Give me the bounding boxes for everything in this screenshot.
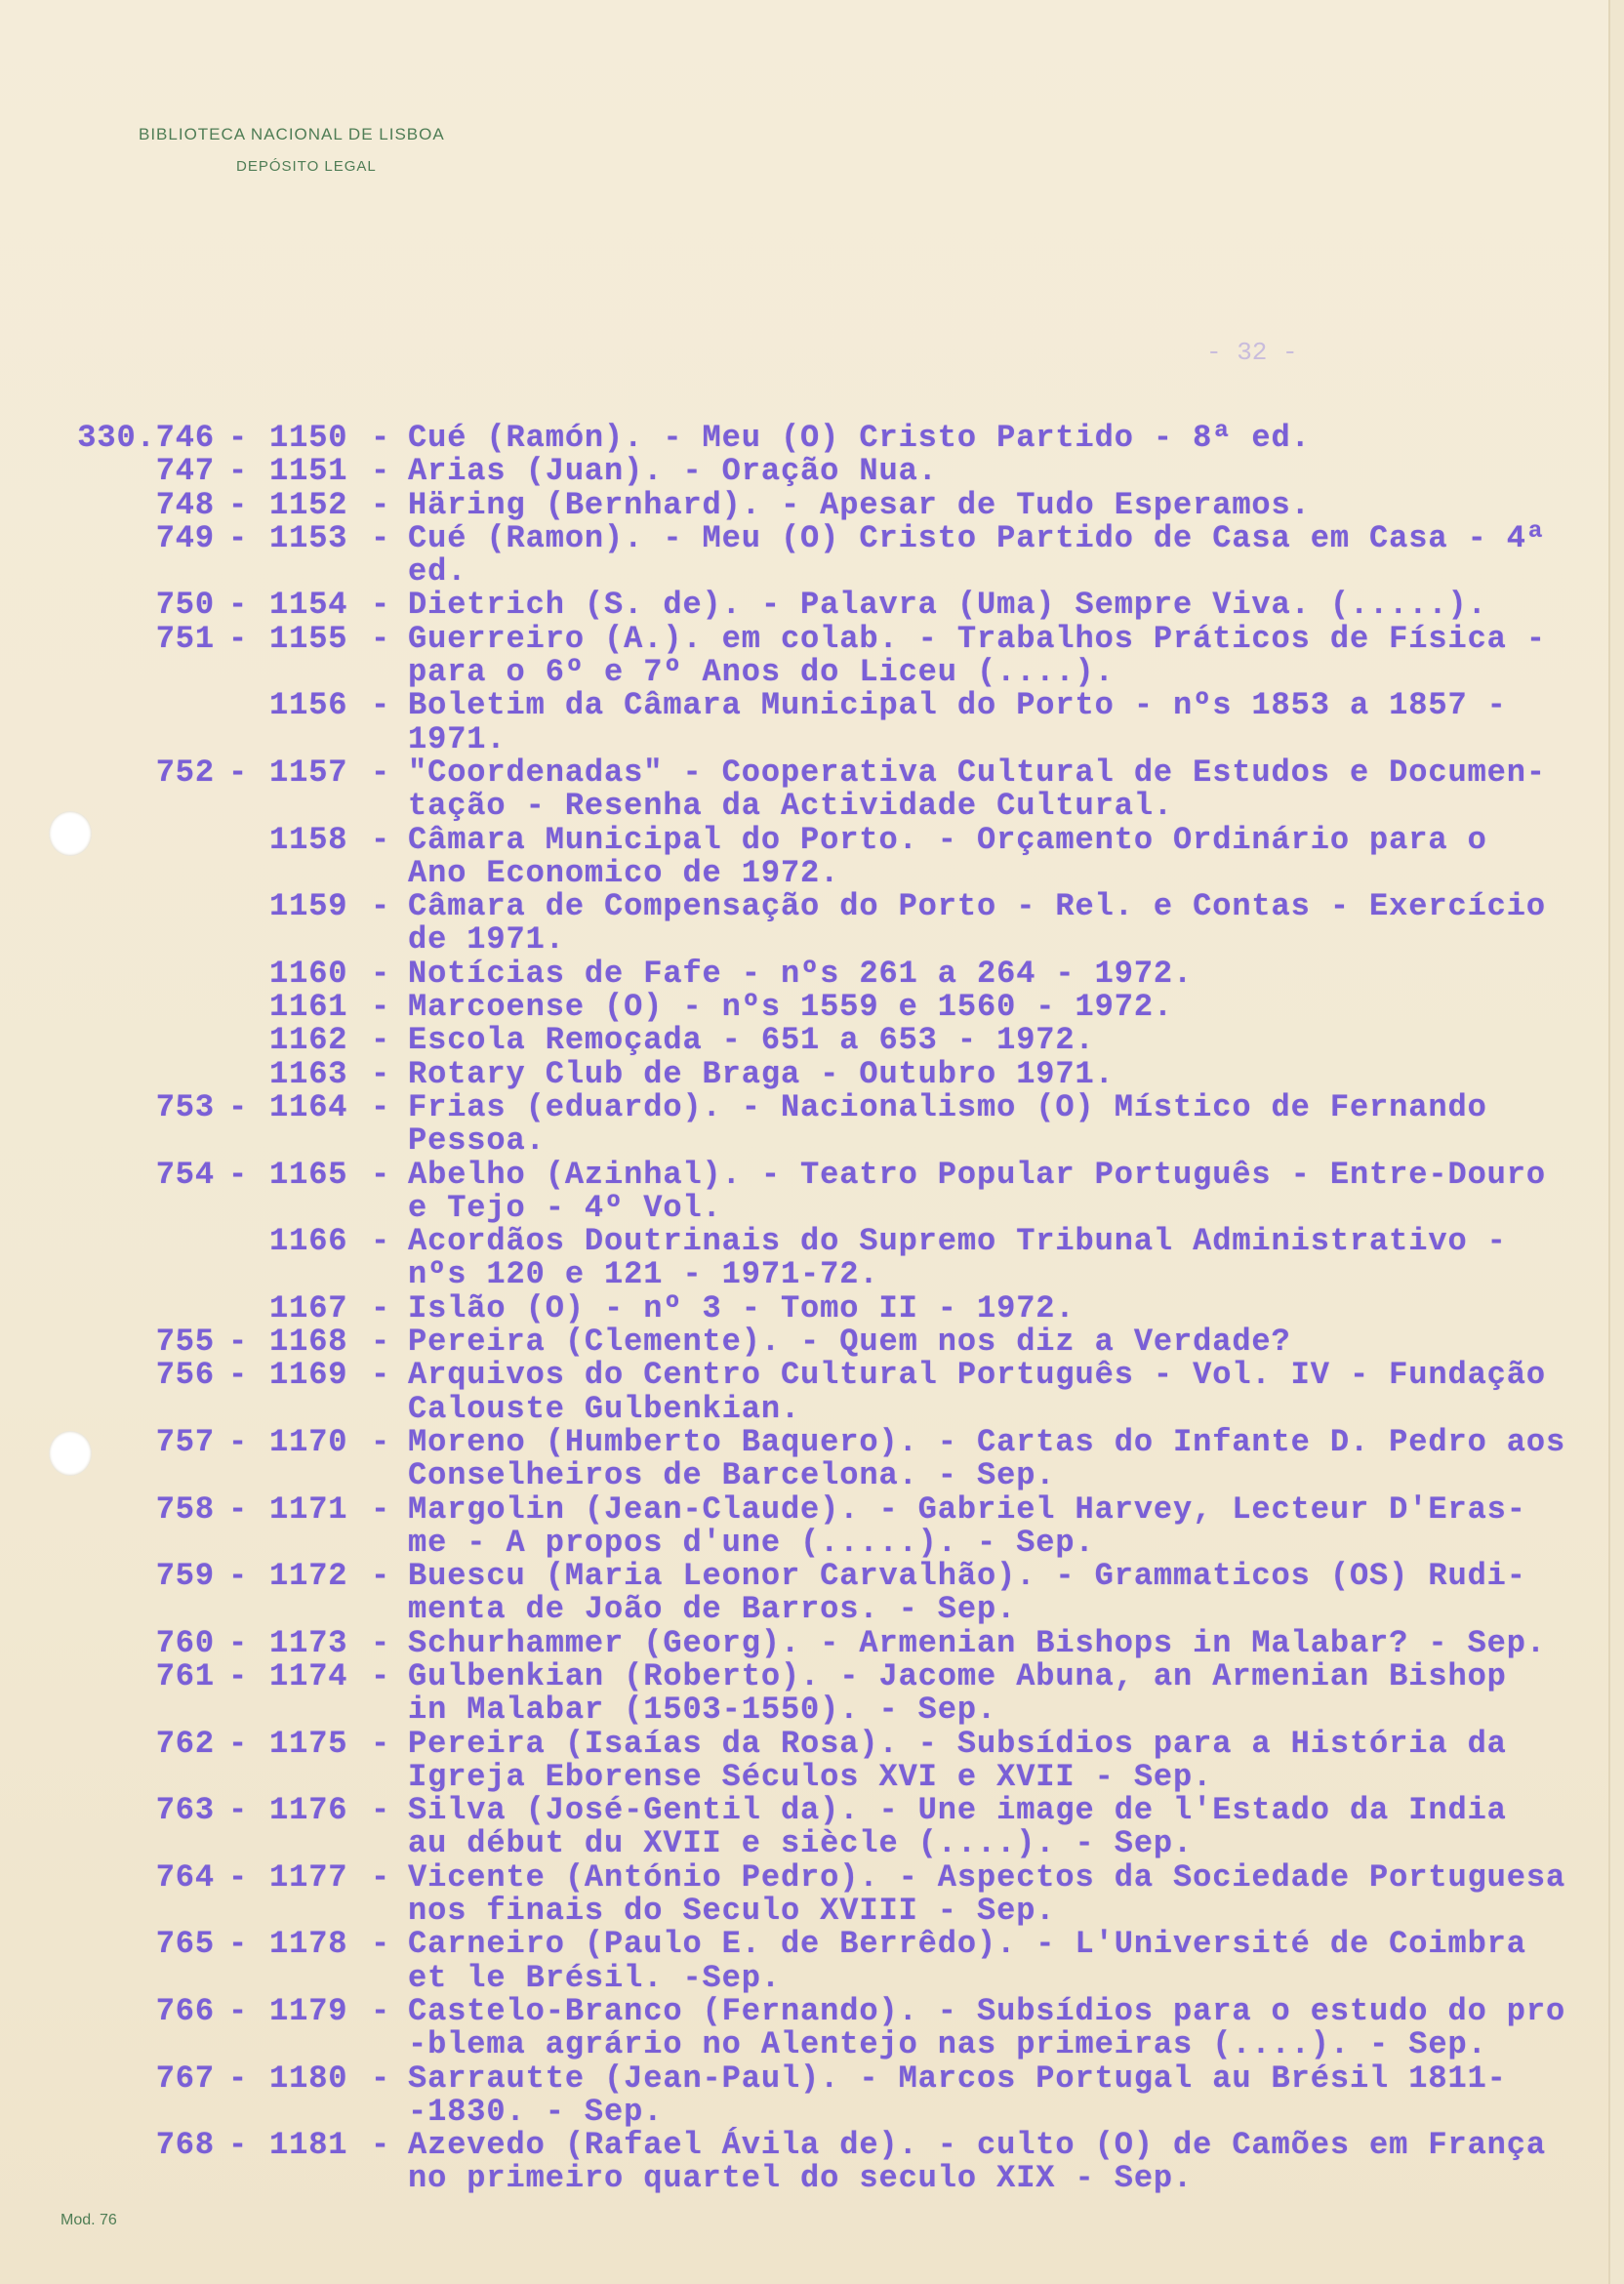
separator-dash: -: [228, 620, 249, 657]
register-number: 1161: [269, 989, 348, 1026]
separator-dash: -: [228, 754, 249, 791]
accession-number: 755: [155, 1324, 215, 1361]
legal-deposit-stamp: DEPÓSITO LEGAL: [236, 158, 377, 175]
entry-line: [0, 955, 1624, 992]
entry-line: [0, 589, 1624, 622]
accession-number: 763: [155, 1792, 215, 1829]
register-number: 1181: [269, 2127, 348, 2164]
accession-number: 330.746: [77, 420, 215, 456]
form-code: Mod. 76: [61, 2212, 117, 2228]
separator-dash: -: [371, 1088, 391, 1125]
entry-continuation-line: [0, 1693, 1624, 1727]
register-number: 1162: [269, 1022, 348, 1059]
entry-text: et le Brésil. -Sep.: [408, 1959, 781, 1996]
entry-text: Sarrautte (Jean-Paul). - Marcos Portugal au Brésil 1811-: [408, 2060, 1507, 2097]
separator-dash: -: [371, 1624, 391, 1661]
accession-number: 751: [155, 620, 215, 657]
entry-line: [0, 1725, 1624, 1762]
accession-number: 768: [155, 2127, 215, 2164]
separator-dash: -: [371, 1657, 391, 1694]
register-number: 1163: [269, 1055, 348, 1092]
register-number: 1167: [269, 1289, 348, 1326]
entry-line: [0, 1359, 1624, 1392]
separator-dash: -: [371, 1223, 391, 1260]
register-number: 1177: [269, 1858, 348, 1896]
entry-continuation-line: [0, 555, 1624, 589]
entry-text: Islão (O) - nº 3 - Tomo II - 1972.: [408, 1289, 1076, 1326]
register-number: 1150: [269, 420, 348, 456]
register-number: 1154: [269, 587, 348, 624]
separator-dash: -: [228, 1624, 249, 1661]
separator-dash: -: [371, 1055, 391, 1092]
entry-line: [0, 1928, 1624, 1961]
separator-dash: -: [371, 1324, 391, 1361]
separator-dash: -: [371, 1423, 391, 1460]
separator-dash: -: [228, 1324, 249, 1361]
separator-dash: -: [228, 519, 249, 556]
entry-text: Pessoa.: [408, 1122, 546, 1160]
entry-continuation-line: [0, 2093, 1624, 2130]
accession-number: 752: [155, 754, 215, 791]
entry-line: [0, 519, 1624, 556]
separator-dash: -: [228, 1725, 249, 1762]
accession-number: 756: [155, 1357, 215, 1394]
entry-text: Silva (José-Gentil da). - Une image de l'Estado da India: [408, 1792, 1507, 1829]
separator-dash: -: [228, 1792, 249, 1829]
entry-continuation-line: [0, 854, 1624, 891]
entry-text: Arias (Juan). - Oração Nua.: [408, 453, 938, 490]
entry-text: Pereira (Clemente). - Quem nos diz a Verdade?: [408, 1324, 1291, 1361]
entry-continuation-line: [0, 656, 1624, 689]
separator-dash: -: [371, 1792, 391, 1829]
entry-continuation-line: [0, 1124, 1624, 1158]
register-number: 1176: [269, 1792, 348, 1829]
separator-dash: -: [371, 1156, 391, 1193]
entry-continuation-line: [0, 1593, 1624, 1626]
entry-line: [0, 1657, 1624, 1694]
entry-line: [0, 689, 1624, 722]
register-number: 1160: [269, 955, 348, 992]
entry-line: [0, 2062, 1624, 2096]
entry-line: [0, 422, 1624, 455]
entry-continuation-line: [0, 923, 1624, 957]
entry-line: [0, 1156, 1624, 1193]
separator-dash: -: [371, 1289, 391, 1326]
entry-text: -1830. - Sep.: [408, 2093, 664, 2130]
entry-continuation-line: [0, 720, 1624, 757]
separator-dash: -: [228, 1926, 249, 1963]
separator-dash: -: [371, 1992, 391, 2029]
entry-text: Câmara de Compensação do Porto - Rel. e Contas - Exercício: [408, 888, 1546, 925]
register-number: 1173: [269, 1624, 348, 1661]
entry-line: [0, 455, 1624, 488]
accession-number: 764: [155, 1858, 215, 1896]
separator-dash: -: [228, 2060, 249, 2097]
entry-text: Ano Economico de 1972.: [408, 854, 840, 891]
separator-dash: -: [228, 1490, 249, 1528]
register-number: 1178: [269, 1926, 348, 1963]
entry-text: "Coordenadas" - Cooperativa Cultural de Estudos e Documen-: [408, 754, 1546, 791]
separator-dash: -: [371, 754, 391, 791]
accession-number: 754: [155, 1156, 215, 1193]
entry-line: [0, 821, 1624, 858]
entry-continuation-line: [0, 1189, 1624, 1226]
entry-line: [0, 1560, 1624, 1593]
entry-text: Câmara Municipal do Porto. - Orçamento Ordinário para o: [408, 821, 1487, 858]
separator-dash: -: [228, 1657, 249, 1694]
separator-dash: -: [228, 587, 249, 624]
accession-number: 749: [155, 519, 215, 556]
entry-text: in Malabar (1503-1550). - Sep.: [408, 1692, 997, 1729]
register-number: 1159: [269, 888, 348, 925]
separator-dash: -: [371, 687, 391, 724]
entry-text: Acordãos Doutrinais do Supremo Tribunal Administrativo -: [408, 1223, 1507, 1260]
accession-number: 750: [155, 587, 215, 624]
separator-dash: -: [228, 420, 249, 456]
accession-number: 759: [155, 1558, 215, 1595]
entry-line: [0, 1289, 1624, 1326]
entry-text: Buescu (Maria Leonor Carvalhão). - Grammaticos (OS) Rudi-: [408, 1558, 1526, 1595]
entry-continuation-line: [0, 1459, 1624, 1492]
entry-text: Schurhammer (Georg). - Armenian Bishops in Malabar? - Sep.: [408, 1624, 1546, 1661]
accession-number: 753: [155, 1088, 215, 1125]
entry-line: [0, 1326, 1624, 1359]
separator-dash: -: [371, 2127, 391, 2164]
entry-text: Gulbenkian (Roberto). - Jacome Abuna, an Armenian Bishop: [408, 1657, 1507, 1694]
separator-dash: -: [371, 955, 391, 992]
entry-line: [0, 991, 1624, 1024]
entry-line: [0, 756, 1624, 790]
register-number: 1152: [269, 486, 348, 523]
entry-continuation-line: [0, 1758, 1624, 1795]
separator-dash: -: [228, 486, 249, 523]
entry-line: [0, 1423, 1624, 1460]
entry-text: Castelo-Branco (Fernando). - Subsídios para o estudo do pro: [408, 1992, 1566, 2029]
register-number: 1168: [269, 1324, 348, 1361]
accession-number: 761: [155, 1657, 215, 1694]
entry-continuation-line: [0, 790, 1624, 823]
separator-dash: -: [371, 587, 391, 624]
register-number: 1174: [269, 1657, 348, 1694]
entry-text: para o 6º e 7º Anos do Liceu (....).: [408, 654, 1115, 691]
entry-text: Azevedo (Rafael Ávila de). - culto (O) de Camões em França: [408, 2127, 1546, 2164]
entry-text: e Tejo - 4º Vol.: [408, 1189, 722, 1226]
entry-text: Moreno (Humberto Baquero). - Cartas do Infante D. Pedro aos: [408, 1423, 1566, 1460]
register-number: 1166: [269, 1223, 348, 1260]
separator-dash: -: [371, 486, 391, 523]
register-number: 1170: [269, 1423, 348, 1460]
separator-dash: -: [371, 1858, 391, 1896]
entry-line: [0, 1794, 1624, 1827]
accession-number: 766: [155, 1992, 215, 2029]
entry-text: nºs 120 e 121 - 1971-72.: [408, 1256, 879, 1293]
entry-text: de 1971.: [408, 921, 565, 958]
accession-number: 757: [155, 1423, 215, 1460]
entry-continuation-line: [0, 1258, 1624, 1291]
separator-dash: -: [371, 1926, 391, 1963]
entry-text: Marcoense (O) - nºs 1559 e 1560 - 1972.: [408, 989, 1174, 1026]
separator-dash: -: [371, 1725, 391, 1762]
entry-text: Frias (eduardo). - Nacionalismo (O) Místico de Fernando: [408, 1088, 1487, 1125]
separator-dash: -: [228, 1558, 249, 1595]
accession-number: 760: [155, 1624, 215, 1661]
entry-text: -blema agrário no Alentejo nas primeiras (....). - Sep.: [408, 2026, 1487, 2063]
register-number: 1175: [269, 1725, 348, 1762]
entry-continuation-line: [0, 1390, 1624, 1427]
entry-text: Dietrich (S. de). - Palavra (Uma) Sempre Viva. (.....).: [408, 587, 1487, 624]
entry-text: Calouste Gulbenkian.: [408, 1390, 801, 1427]
entry-line: [0, 1858, 1624, 1896]
accession-number: 758: [155, 1490, 215, 1528]
separator-dash: -: [228, 1156, 249, 1193]
accession-number: 767: [155, 2060, 215, 2097]
entry-text: menta de João de Barros. - Sep.: [408, 1591, 1017, 1628]
entry-text: Rotary Club de Braga - Outubro 1971.: [408, 1055, 1115, 1092]
register-number: 1153: [269, 519, 348, 556]
accession-number: 765: [155, 1926, 215, 1963]
separator-dash: -: [371, 989, 391, 1026]
register-number: 1169: [269, 1357, 348, 1394]
entry-text: ed.: [408, 553, 467, 591]
separator-dash: -: [371, 1357, 391, 1394]
separator-dash: -: [371, 1490, 391, 1528]
separator-dash: -: [228, 453, 249, 490]
library-stamp: BIBLIOTECA NACIONAL DE LISBOA: [139, 125, 445, 143]
register-number: 1164: [269, 1088, 348, 1125]
register-number: 1179: [269, 1992, 348, 2029]
separator-dash: -: [371, 821, 391, 858]
register-number: 1165: [269, 1156, 348, 1193]
register-number: 1172: [269, 1558, 348, 1595]
entry-line: [0, 1624, 1624, 1661]
entry-text: Igreja Eborense Séculos XVI e XVII - Sep.: [408, 1758, 1213, 1795]
separator-dash: -: [228, 1423, 249, 1460]
entry-text: Häring (Bernhard). - Apesar de Tudo Esperamos.: [408, 486, 1311, 523]
entry-line: [0, 1225, 1624, 1258]
entry-text: Cué (Ramon). - Meu (O) Cristo Partido de Casa em Casa - 4ª: [408, 519, 1546, 556]
accession-number: 747: [155, 453, 215, 490]
entry-line: [0, 1992, 1624, 2029]
entry-continuation-line: [0, 1524, 1624, 1561]
entry-text: Boletim da Câmara Municipal do Porto - nºs 1853 a 1857 -: [408, 687, 1507, 724]
entry-text: Guerreiro (A.). em colab. - Trabalhos Práticos de Física -: [408, 620, 1546, 657]
register-number: 1151: [269, 453, 348, 490]
entry-line: [0, 890, 1624, 923]
accession-number: 762: [155, 1725, 215, 1762]
separator-dash: -: [371, 2060, 391, 2097]
register-number: 1156: [269, 687, 348, 724]
separator-dash: -: [371, 1022, 391, 1059]
entry-line: [0, 1088, 1624, 1125]
separator-dash: -: [228, 1357, 249, 1394]
register-number: 1158: [269, 821, 348, 858]
separator-dash: -: [371, 453, 391, 490]
entry-text: Notícias de Fafe - nºs 261 a 264 - 1972.: [408, 955, 1194, 992]
accession-number: 748: [155, 486, 215, 523]
entry-text: au début du XVII e siècle (....). - Sep.: [408, 1825, 1194, 1862]
entry-line: [0, 1055, 1624, 1092]
register-number: 1157: [269, 754, 348, 791]
entry-text: nos finais do Seculo XVIII - Sep.: [408, 1893, 1056, 1930]
entry-continuation-line: [0, 1827, 1624, 1860]
entry-line: [0, 620, 1624, 657]
deposit-entries-list: [0, 422, 1624, 2196]
entry-text: Pereira (Isaías da Rosa). - Subsídios para a História da: [408, 1725, 1507, 1762]
entry-text: 1971.: [408, 720, 507, 757]
register-number: 1171: [269, 1490, 348, 1528]
entry-text: tação - Resenha da Actividade Cultural.: [408, 788, 1174, 825]
entry-line: [0, 1024, 1624, 1057]
entry-text: Cué (Ramón). - Meu (O) Cristo Partido - 8ª ed.: [408, 420, 1311, 456]
entry-text: Margolin (Jean-Claude). - Gabriel Harvey, Lecteur D'Eras-: [408, 1490, 1526, 1528]
separator-dash: -: [228, 1992, 249, 2029]
entry-text: me - A propos d'une (.....). - Sep.: [408, 1524, 1095, 1561]
separator-dash: -: [228, 1858, 249, 1896]
entry-text: Conselheiros de Barcelona. - Sep.: [408, 1457, 1056, 1494]
entry-text: Vicente (António Pedro). - Aspectos da Sociedade Portuguesa: [408, 1858, 1566, 1896]
entry-line: [0, 486, 1624, 523]
entry-text: Abelho (Azinhal). - Teatro Popular Português - Entre-Douro: [408, 1156, 1546, 1193]
separator-dash: -: [228, 2127, 249, 2164]
entry-continuation-line: [0, 2162, 1624, 2195]
entry-continuation-line: [0, 1895, 1624, 1928]
entry-text: Carneiro (Paulo E. de Berrêdo). - L'Université de Coimbra: [408, 1926, 1526, 1963]
entry-continuation-line: [0, 1959, 1624, 1996]
page-number: - 32 -: [1206, 338, 1298, 367]
entry-line: [0, 2129, 1624, 2162]
separator-dash: -: [371, 1558, 391, 1595]
entry-text: no primeiro quartel do seculo XIX - Sep.: [408, 2160, 1194, 2197]
entry-text: Escola Remoçada - 651 a 653 - 1972.: [408, 1022, 1095, 1059]
entry-line: [0, 1490, 1624, 1528]
separator-dash: -: [228, 1088, 249, 1125]
separator-dash: -: [371, 420, 391, 456]
separator-dash: -: [371, 888, 391, 925]
separator-dash: -: [371, 620, 391, 657]
entry-text: Arquivos do Centro Cultural Português - Vol. IV - Fundação: [408, 1357, 1546, 1394]
separator-dash: -: [371, 519, 391, 556]
register-number: 1180: [269, 2060, 348, 2097]
register-number: 1155: [269, 620, 348, 657]
entry-continuation-line: [0, 2028, 1624, 2061]
